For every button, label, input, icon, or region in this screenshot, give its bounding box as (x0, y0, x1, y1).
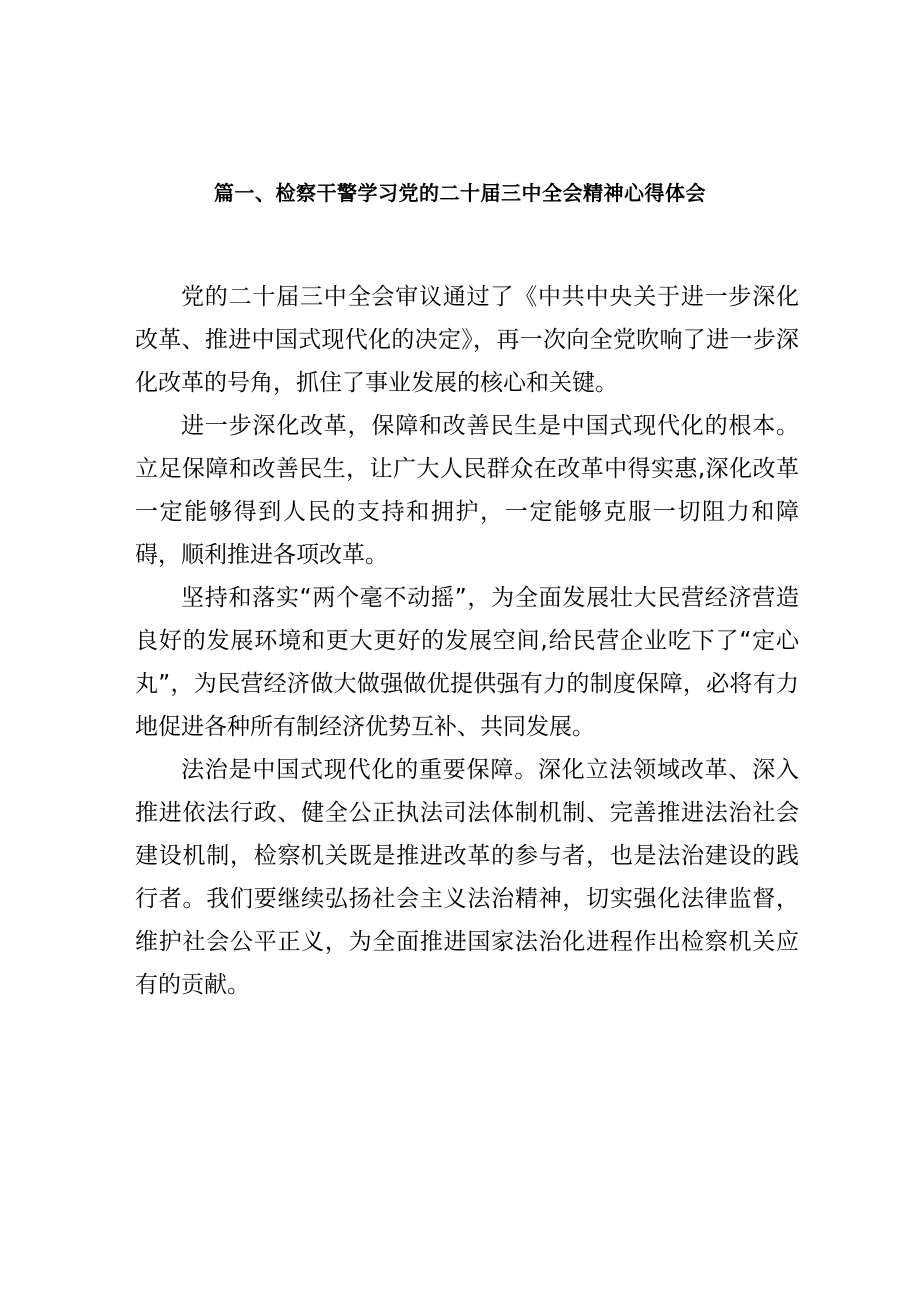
paragraph-2: 进一步深化改革，保障和改善民生是中国式现代化的根本。立足保障和改善民生，让广大人民群众在改革中得实惠,深化改革一定能够得到人民的支持和拥护，一定能够克服一切阻力和障碍，顺利推进各项改革。 (135, 413, 799, 568)
document-title: 篇一、检察干警学习党的二十届三中全会精神心得体会 (214, 181, 706, 205)
paragraph-4: 法治是中国式现代化的重要保障。深化立法领域改革、深入推进依法行政、健全公正执法司法体制机制、完善推进法治社会建设机制，检察机关既是推进改革的参与者，也是法治建设的践行者。我们要继续弘扬社会主义法治精神，切实强化法律监督，维护社会公平正义，为全面推进国家法治化进程作出检察机关应有的贡献。 (135, 757, 799, 998)
paragraph-1: 党的二十届三中全会审议通过了《中共中央关于进一步深化改革、推进中国式现代化的决定》，再一次向全党吹响了进一步深化改革的号角，抓住了事业发展的核心和关键。 (135, 284, 799, 396)
paragraph-3: 坚持和落实“两个毫不动摇”，为全面发展壮大民营经济营造良好的发展环境和更大更好的发展空间,给民营企业吃下了“定心丸”，为民营经济做大做强做优提供强有力的制度保障，必将有力地促进各种所有制经济优势互补、共同发展。 (135, 585, 799, 740)
document-body (135, 276, 799, 1007)
